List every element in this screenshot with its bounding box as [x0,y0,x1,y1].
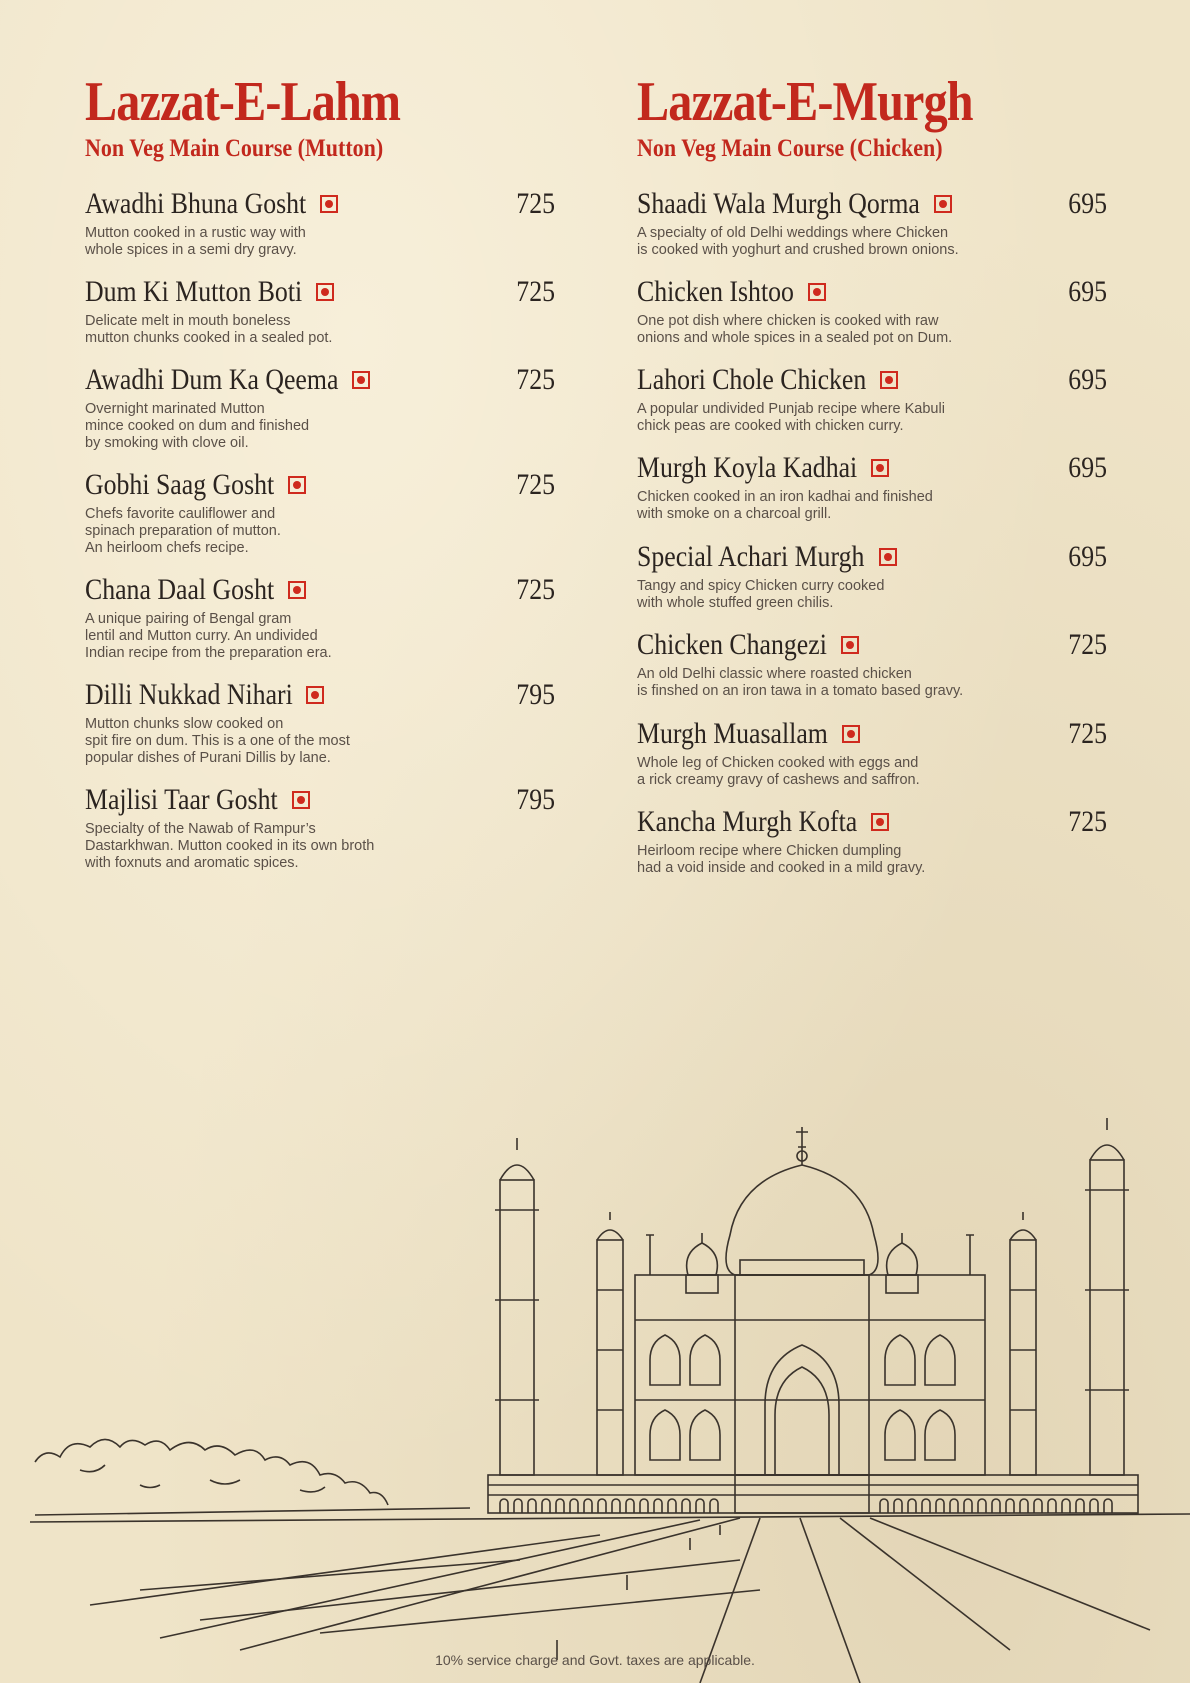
non-veg-icon [808,283,826,301]
item-price: 795 [516,783,555,816]
non-veg-icon [879,548,897,566]
menu-item [85,467,555,572]
item-name: Kancha Murgh Kofta [637,805,858,838]
item-name: Chicken Ishtoo [637,275,794,308]
item-name: Chicken Changezi [637,628,827,661]
item-description: Specialty of the Nawab of Rampur’s Dastarkhwan. Mutton cooked in its own broth with foxnuts and aromatic spices. [85,821,375,871]
item-description: A unique pairing of Bengal gram lentil and Mutton curry. An undivided Indian recipe from the preparation era. [85,611,332,661]
menu-item [85,677,555,782]
item-price: 725 [516,363,555,396]
item-description: Mutton chunks slow cooked on spit fire on dum. This is a one of the most popular dishes of Purani Dillis by lane. [85,716,350,766]
service-charge-note: 10% service charge and Govt. taxes are applicable. [435,1652,755,1668]
non-veg-icon [934,195,952,213]
menu-item [85,362,555,467]
menu-item [637,186,1107,274]
non-veg-icon [841,636,859,654]
item-name: Dum Ki Mutton Boti [85,275,303,308]
non-veg-icon [316,283,334,301]
mutton-section-subtitle: Non Veg Main Course (Mutton) [85,135,384,162]
non-veg-icon [871,459,889,477]
item-description: Overnight marinated Mutton mince cooked on dum and finished by smoking with clove oil. [85,401,310,451]
item-price: 795 [516,678,555,711]
item-description: Tangy and spicy Chicken curry cooked with whole stuffed green chilis. [637,578,885,611]
menu-item [637,539,1107,627]
item-price: 695 [1068,451,1107,484]
item-description: An old Delhi classic where roasted chicken is finshed on an iron tawa in a tomato based gravy. [637,666,964,699]
item-name: Gobhi Saag Gosht [85,468,275,501]
menu-item [637,716,1107,804]
item-description: A popular undivided Punjab recipe where Kabuli chick peas are cooked with chicken curry. [637,401,945,434]
item-price: 725 [516,468,555,501]
non-veg-icon [292,791,310,809]
menu-item [85,186,555,274]
item-price: 695 [1068,363,1107,396]
mutton-item-list [85,186,555,887]
item-description: Mutton cooked in a rustic way with whole spices in a semi dry gravy. [85,225,306,258]
menu-item [85,782,555,887]
item-price: 695 [1068,187,1107,220]
item-name: Shaadi Wala Murgh Qorma [637,187,920,220]
item-name: Chana Daal Gosht [85,573,275,606]
menu-item [85,572,555,677]
item-description: A specialty of old Delhi weddings where Chicken is cooked with yoghurt and crushed brown onions. [637,225,959,258]
mutton-section-title: Lazzat-E-Lahm [85,71,401,133]
non-veg-icon [320,195,338,213]
item-price: 725 [1068,805,1107,838]
item-description: Whole leg of Chicken cooked with eggs and a rick creamy gravy of cashews and saffron. [637,755,920,788]
non-veg-icon [306,686,324,704]
menu-item [637,450,1107,539]
item-name: Majlisi Taar Gosht [85,783,278,816]
chicken-section-subtitle: Non Veg Main Course (Chicken) [637,135,943,162]
menu-item [637,804,1107,892]
item-name: Awadhi Dum Ka Qeema [85,363,339,396]
item-description: Chefs favorite cauliflower and spinach preparation of mutton. An heirloom chefs recipe. [85,506,281,556]
item-price: 725 [1068,717,1107,750]
non-veg-icon [880,371,898,389]
chicken-section [637,72,1107,892]
item-name: Murgh Muasallam [637,717,828,750]
item-name: Dilli Nukkad Nihari [85,678,293,711]
menu-item [85,274,555,362]
item-price: 695 [1068,540,1107,573]
item-description: One pot dish where chicken is cooked with raw onions and whole spices in a sealed pot on Dum. [637,313,953,346]
item-price: 725 [516,573,555,606]
non-veg-icon [842,725,860,743]
item-description: Heirloom recipe where Chicken dumpling had a void inside and cooked in a mild gravy. [637,843,926,876]
item-name: Lahori Chole Chicken [637,363,867,396]
non-veg-icon [352,371,370,389]
menu-item [637,274,1107,362]
item-price: 725 [1068,628,1107,661]
item-name: Murgh Koyla Kadhai [637,451,858,484]
menu-item [637,627,1107,716]
item-price: 695 [1068,275,1107,308]
non-veg-icon [288,476,306,494]
non-veg-icon [288,581,306,599]
non-veg-icon [871,813,889,831]
item-name: Special Achari Murgh [637,540,865,573]
mutton-section [85,72,555,887]
chicken-item-list [637,186,1107,892]
item-description: Delicate melt in mouth boneless mutton chunks cooked in a sealed pot. [85,313,333,346]
item-price: 725 [516,275,555,308]
item-name: Awadhi Bhuna Gosht [85,187,307,220]
taj-mahal-illustration [0,1090,1190,1683]
item-price: 725 [516,187,555,220]
item-description: Chicken cooked in an iron kadhai and finished with smoke on a charcoal grill. [637,489,933,522]
chicken-section-title: Lazzat-E-Murgh [637,71,973,133]
menu-item [637,362,1107,450]
